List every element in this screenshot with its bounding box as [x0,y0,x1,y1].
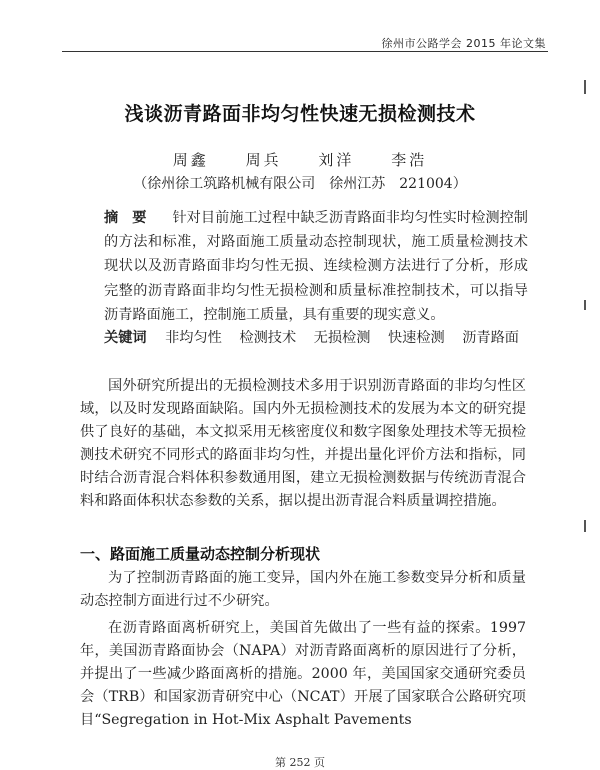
body-paragraph: 在沥青路面离析研究上，美国首先做出了一些有益的探索。1997 年，美国沥青路面协会（NAPA）对沥青路面离析的原因进行了分析，并提出了一些减少路面离析的措施。2000 年，美国国家交通研究委员会（TRB）和国家沥青研究中心（NCAT）开展了国家联合公路研究项目“Segregation in Hot-Mix Asphalt Pavements [80,620,526,728]
keyword: 非均匀性 [165,330,222,346]
author-name: 李浩 [391,151,428,169]
affiliation: （徐州徐工筑路机械有限公司 徐州江苏 221004） [133,176,467,192]
scan-edge-mark [584,80,586,94]
author-name: 刘洋 [318,151,355,169]
keywords-label: 关键词 [104,330,147,346]
author-name: 周鑫 [172,151,209,169]
keyword: 无损检测 [313,330,371,346]
keyword: 检测技术 [239,330,297,346]
abstract [104,206,528,327]
running-header: 徐州市公路学会 2015 年论文集 [381,37,546,50]
section-heading: 一、路面施工质量动态控制分析现状 [80,545,321,563]
abstract-text: 针对目前施工过程中缺乏沥青路面非均匀性实时检测控制的方法和标准，对路面施工质量动态控制现状，施工质量检测技术现状以及沥青路面非均匀性无损、连续检测方法进行了分析，形成完整的沥青路面非均匀性无损检测和质量标准控制技术，可以指导沥青路面施工，控制施工质量，具有重要的现实意义。 [104,210,528,323]
page-number: 第 252 页 [275,756,325,769]
scan-edge-mark [584,520,586,532]
header-rule [62,51,548,52]
intro-paragraph: 国外研究所提出的无损检测技术多用于识别沥青路面的非均匀性区域，以及时发现路面缺陷。国内外无损检测技术的发展为本文的研究提供了良好的基础，本文拟采用无核密度仪和数字图象处理技术等无损检测技术研究不同形式的路面非均匀性，并提出量化评价方法和指标，同时结合沥青混合料体积参数通用图，建立无损检测数据与传统沥青混合料和路面体积状态参数的关系，据以提出沥青混合料质量调控措施。 [80,378,526,509]
keyword: 沥青路面 [462,330,519,346]
abstract-label: 摘要 [104,210,161,226]
scan-edge-mark [584,300,586,310]
body-paragraph: 为了控制沥青路面的施工变异，国内外在施工参数变异分析和质量动态控制方面进行过不少研究。 [80,570,526,609]
keywords [104,327,544,347]
paper-title: 浅谈沥青路面非均匀性快速无损检测技术 [124,103,476,125]
author-name: 周兵 [245,151,282,169]
keyword: 快速检测 [387,330,445,346]
author-list [0,149,600,170]
